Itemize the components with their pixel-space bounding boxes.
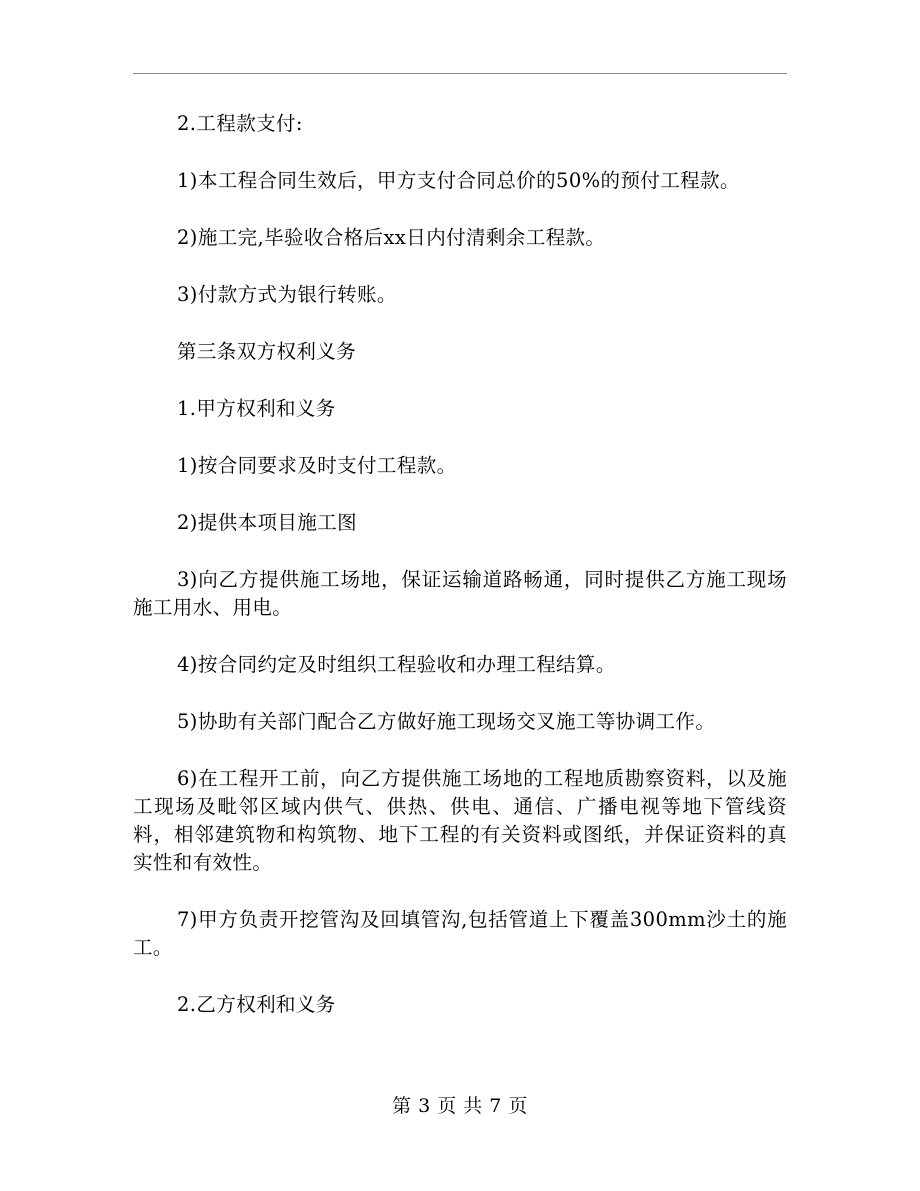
paragraph-party-a-item-5: 5)协助有关部门配合乙方做好施工现场交叉施工等协调工作。: [177, 710, 716, 733]
paragraph-party-b-heading: 2.乙方权利和义务: [177, 993, 336, 1016]
paragraph-payment-heading: 2.工程款支付:: [177, 112, 303, 135]
paragraph-article-3-heading: 第三条双方权利义务: [177, 340, 357, 363]
header-rule: [133, 73, 787, 74]
paragraph-party-a-item-1: 1)按合同要求及时支付工程款。: [177, 454, 457, 477]
paragraph-party-a-heading: 1.甲方权利和义务: [177, 397, 336, 420]
paragraph-party-a-item-3: 3)向乙方提供施工场地，保证运输道路畅通，同时提供乙方施工现场施工用水、用电。: [133, 568, 787, 619]
paragraph-party-a-item-2: 2)提供本项目施工图: [177, 511, 358, 534]
paragraph-payment-item-3: 3)付款方式为银行转账。: [177, 283, 397, 306]
paragraph-party-a-item-7: 7)甲方负责开挖管沟及回填管沟,包括管道上下覆盖300mm沙土的施工。: [133, 908, 787, 959]
paragraph-payment-item-1: 1)本工程合同生效后，甲方支付合同总价的50%的预付工程款。: [177, 169, 740, 192]
document-body: [133, 110, 787, 1048]
paragraph-payment-item-2: 2)施工完,毕验收合格后xx日内付清剩余工程款。: [177, 226, 606, 249]
paragraph-party-a-item-4: 4)按合同约定及时组织工程验收和办理工程结算。: [177, 653, 616, 676]
page-number-footer: 第 3 页 共 7 页: [392, 1095, 528, 1117]
paragraph-party-a-item-6: 6)在工程开工前，向乙方提供施工场地的工程地质勘察资料，以及施工现场及毗邻区域内供气、供热、供电、通信、广播电视等地下管线资料，相邻建筑物和构筑物、地下工程的有关资料或图纸，并保证资料的真实性和有效性。: [133, 767, 787, 874]
